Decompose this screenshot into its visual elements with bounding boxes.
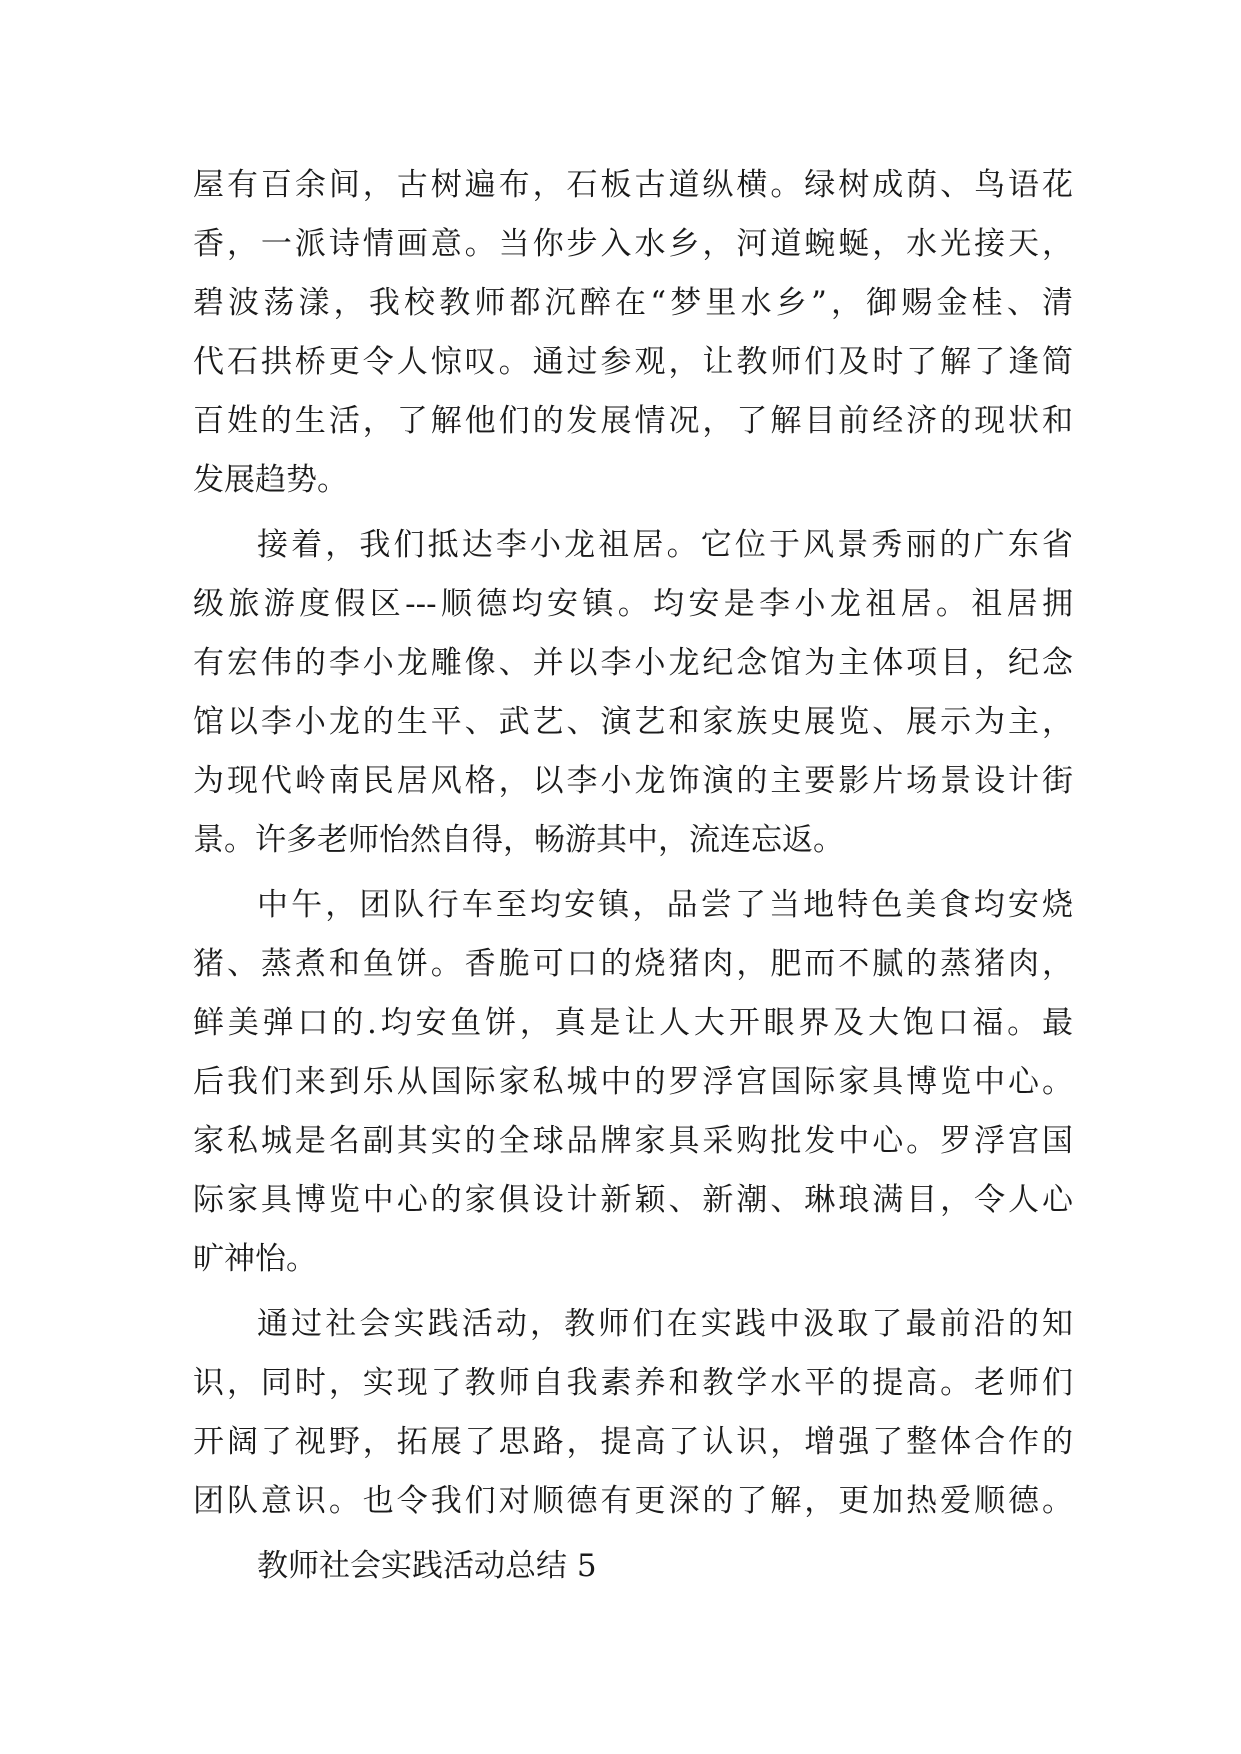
text-line: 开阔了视野，拓展了思路，提高了认识，增强了整体合作的: [193, 1424, 1073, 1460]
text-line: 馆以李小龙的生平、武艺、演艺和家族史展览、展示为主，: [193, 704, 1073, 740]
text-line: 香，一派诗情画意。当你步入水乡，河道蜿蜒，水光接天，: [193, 226, 1073, 262]
text-line: 团队意识。也令我们对顺德有更深的了解，更加热爱顺德。: [193, 1483, 1073, 1519]
paragraph: [193, 516, 1073, 870]
text-line: 代石拱桥更令人惊叹。通过参观，让教师们及时了解了逢简: [193, 344, 1073, 380]
text-line: 有宏伟的李小龙雕像、并以李小龙纪念馆为主体项目，纪念: [193, 645, 1073, 681]
text-line: 猪、蒸煮和鱼饼。香脆可口的烧猪肉，肥而不腻的蒸猪肉，: [193, 946, 1073, 982]
text-line: 旷神怡。: [193, 1241, 317, 1277]
paragraph: [193, 1295, 1073, 1531]
section-heading: 教师社会实践活动总结 5: [257, 1548, 597, 1584]
document-body: [193, 156, 1073, 1596]
text-line: 家私城是名副其实的全球品牌家具采购批发中心。罗浮宫国: [193, 1123, 1073, 1159]
text-line: 级旅游度假区---顺德均安镇。均安是李小龙祖居。祖居拥: [193, 586, 1073, 622]
text-line: 屋有百余间，古树遍布，石板古道纵横。绿树成荫、鸟语花: [193, 167, 1073, 203]
text-line: 百姓的生活，了解他们的发展情况，了解目前经济的现状和: [193, 403, 1073, 439]
text-line: 鲜美弹口的.均安鱼饼，真是让人大开眼界及大饱口福。最: [193, 1005, 1073, 1041]
text-line: 识，同时，实现了教师自我素养和教学水平的提高。老师们: [193, 1365, 1073, 1401]
text-line: 碧波荡漾，我校教师都沉醉在“梦里水乡”，御赐金桂、清: [193, 285, 1073, 321]
text-line: 中午，团队行车至均安镇，品尝了当地特色美食均安烧: [257, 887, 1073, 923]
text-line: 后我们来到乐从国际家私城中的罗浮宫国际家具博览中心。: [193, 1064, 1073, 1100]
text-line: 接着，我们抵达李小龙祖居。它位于风景秀丽的广东省: [257, 527, 1073, 563]
text-line: 景。许多老师怡然自得，畅游其中，流连忘返。: [193, 822, 844, 858]
text-line: 际家具博览中心的家俱设计新颖、新潮、琳琅满目，令人心: [193, 1182, 1073, 1218]
paragraph: [193, 156, 1073, 510]
text-line: 通过社会实践活动，教师们在实践中汲取了最前沿的知: [257, 1306, 1073, 1342]
text-line: 为现代岭南民居风格，以李小龙饰演的主要影片场景设计街: [193, 763, 1073, 799]
paragraph: [193, 876, 1073, 1289]
text-line: 发展趋势。: [193, 462, 348, 498]
